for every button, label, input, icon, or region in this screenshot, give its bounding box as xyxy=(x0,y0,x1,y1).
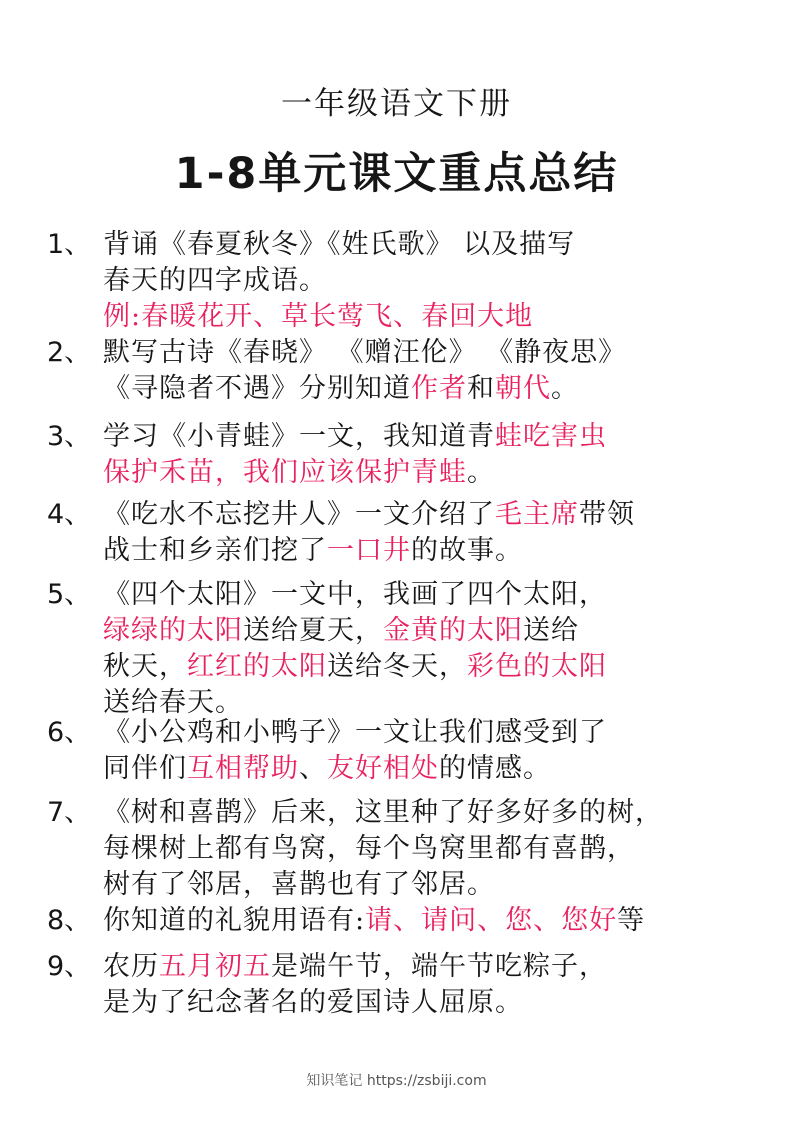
body-text: 和 xyxy=(467,373,495,404)
body-text: 的情感。 xyxy=(439,753,551,784)
highlight-text: 保护禾苗，我们应该保护青蛙 xyxy=(103,457,467,488)
highlight-text: 作者 xyxy=(411,373,467,404)
item-number: 9、 xyxy=(47,951,92,982)
highlight-text: 红红的太阳 xyxy=(187,651,327,682)
item-line xyxy=(103,790,663,829)
item-line xyxy=(103,572,607,611)
item-number: 1、 xyxy=(47,229,92,260)
body-text: 默写古诗《春晓》 《赠汪伦》 《静夜思》 xyxy=(103,337,627,368)
body-text: 是端午节，端午节吃粽子， xyxy=(271,951,607,982)
list-item xyxy=(47,710,767,782)
body-text: 是为了纪念著名的爱国诗人屈原。 xyxy=(103,987,523,1018)
item-line xyxy=(103,258,327,297)
item-line xyxy=(103,608,579,647)
body-text: 。 xyxy=(551,373,579,404)
item-line xyxy=(103,414,607,453)
body-text: 送给夏天， xyxy=(243,615,383,646)
highlight-text: 朝代 xyxy=(495,373,551,404)
item-number: 5、 xyxy=(47,579,92,610)
item-line xyxy=(103,862,495,901)
body-text: 每棵树上都有鸟窝，每个鸟窝里都有喜鹊， xyxy=(103,833,635,864)
list-item xyxy=(47,222,767,330)
body-text: 战士和乡亲们挖了 xyxy=(103,535,327,566)
body-text: 你知道的礼貌用语有: xyxy=(103,905,366,936)
body-text: 背诵《春夏秋冬》《姓氏歌》 以及描写 xyxy=(103,229,576,260)
body-text: 等 xyxy=(617,905,646,936)
highlight-text: 五月初五 xyxy=(159,951,271,982)
highlight-text: 请、请问、您、您好 xyxy=(365,905,618,936)
item-line xyxy=(103,330,626,369)
list-item xyxy=(47,898,767,934)
body-text: 学习《小青蛙》一文，我知道青 xyxy=(103,421,495,452)
list-item xyxy=(47,330,767,402)
item-number: 7、 xyxy=(47,797,92,828)
item-number: 3、 xyxy=(47,421,92,452)
list-item xyxy=(47,572,767,716)
highlight-text: 金黄的太阳 xyxy=(383,615,523,646)
body-text: 、 xyxy=(299,753,327,784)
item-line xyxy=(103,492,635,531)
footer-watermark: 知识笔记 https://zsbiji.com xyxy=(306,1073,487,1089)
body-text: 的故事。 xyxy=(411,535,523,566)
highlight-text: 互相帮助 xyxy=(187,753,299,784)
body-text: 农历 xyxy=(103,951,159,982)
item-line xyxy=(103,898,645,937)
list-item xyxy=(47,790,767,898)
body-text: 春天的四字成语。 xyxy=(103,265,327,296)
body-text: 《吃水不忘挖井人》一文介绍了 xyxy=(103,499,495,530)
body-text: 《树和喜鹊》后来，这里种了好多好多的树， xyxy=(103,797,663,828)
highlight-text: 彩色的太阳 xyxy=(467,651,607,682)
body-text: 送给冬天， xyxy=(327,651,467,682)
body-text: 送给 xyxy=(523,615,579,646)
body-text: 秋天， xyxy=(103,651,187,682)
item-line xyxy=(103,826,635,865)
item-number: 2、 xyxy=(47,337,92,368)
item-line xyxy=(103,746,551,785)
highlight-text: 一口井 xyxy=(327,535,411,566)
highlight-text: 绿绿的太阳 xyxy=(103,615,243,646)
item-line xyxy=(103,450,495,489)
body-text: 《小公鸡和小鸭子》一文让我们感受到了 xyxy=(103,717,607,748)
item-line xyxy=(103,222,575,261)
item-line xyxy=(103,366,579,405)
item-line xyxy=(103,528,523,567)
item-line xyxy=(103,944,607,983)
item-line xyxy=(103,980,523,1019)
item-line xyxy=(103,294,533,333)
item-number: 8、 xyxy=(47,905,92,936)
list-item xyxy=(47,944,767,1016)
item-line xyxy=(103,644,607,683)
document-subtitle: 一年级语文下册 xyxy=(281,86,512,122)
highlight-text: 毛主席 xyxy=(495,499,579,530)
item-number: 6、 xyxy=(47,717,92,748)
body-text: 带领 xyxy=(579,499,635,530)
document-title: 1-8单元课文重点总结 xyxy=(174,149,619,199)
body-text: 。 xyxy=(467,457,495,488)
body-text: 《寻隐者不遇》分别知道 xyxy=(103,373,411,404)
highlight-text: 蛙吃害虫 xyxy=(495,421,607,452)
highlight-text: 友好相处 xyxy=(327,753,439,784)
body-text: 树有了邻居，喜鹊也有了邻居。 xyxy=(103,869,495,900)
list-item xyxy=(47,414,767,486)
item-number: 4、 xyxy=(47,499,92,530)
highlight-text: 例:春暖花开、草长莺飞、春回大地 xyxy=(103,301,534,332)
body-text: 同伴们 xyxy=(103,753,187,784)
item-line xyxy=(103,710,607,749)
body-text: 《四个太阳》一文中，我画了四个太阳， xyxy=(103,579,607,610)
list-item xyxy=(47,492,767,564)
body-text: 送给春天。 xyxy=(103,687,243,718)
